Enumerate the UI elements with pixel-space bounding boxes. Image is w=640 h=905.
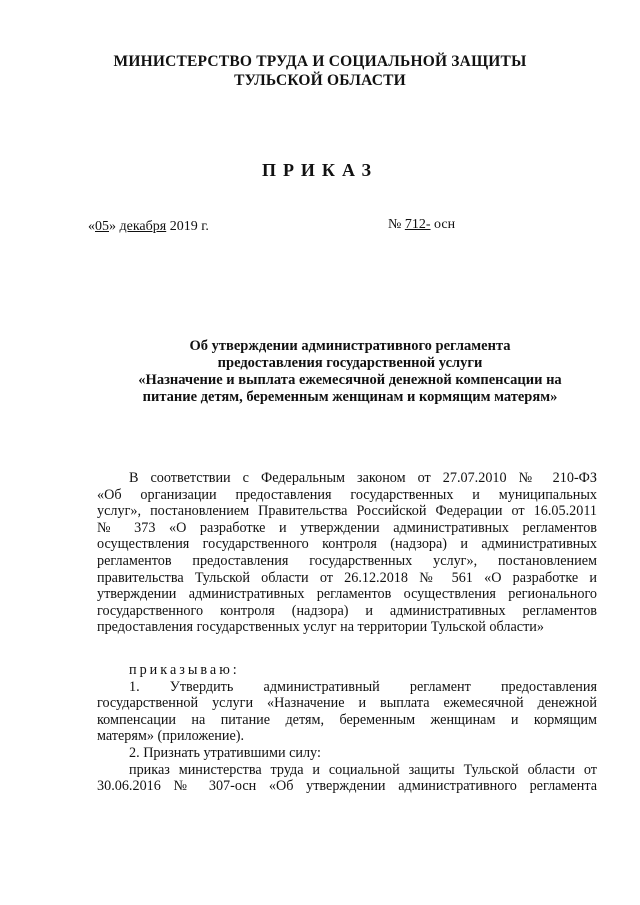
preamble-line: В соответствии с Федеральным законом от 27.07.2010 № 210-ФЗ [129, 470, 597, 486]
title-line: Об утверждении административного регламента [189, 338, 511, 354]
date-close-quote: » [109, 219, 120, 234]
order-title [100, 338, 600, 406]
date-open-quote: « [88, 219, 95, 234]
order-date [88, 219, 209, 235]
preamble [97, 470, 597, 636]
ministry-line-2: ТУЛЬСКОЙ ОБЛАСТИ [234, 72, 406, 89]
item-1-line: 1. Утвердить административный регламент предоставления [129, 678, 597, 695]
preamble-line: государственного контроля (надзора) и административных регламентов [97, 602, 597, 619]
preamble-line: № 373 «О разработке и утверждении административных регламентов [97, 519, 597, 536]
document-type-heading: ПРИКАЗ [261, 160, 379, 180]
item-1-line: компенсации на питание детям, беременным женщинам и кормящим [97, 711, 597, 728]
preamble-line: «Об организации предоставления государственных и муниципальных [97, 486, 597, 503]
date-year: 2019 г. [166, 219, 209, 234]
preamble-line: осуществления государственного контроля (надзора) и административных [97, 536, 597, 553]
title-line: «Назначение и выплата ежемесячной денежной компенсации на [138, 372, 562, 388]
item-2-line: 30.06.2016 № 307-осн «Об утверждении административного регламента [97, 778, 597, 795]
item-1-line: государственной услуги «Назначение и выплата ежемесячной денежной [97, 695, 597, 712]
order-number [388, 217, 455, 233]
preamble-line: услуг», постановлением Правительства Российской Федерации от 16.05.2011 [97, 503, 597, 520]
title-line: предоставления государственной услуги [217, 355, 483, 371]
ministry-header [0, 52, 640, 90]
number-prefix: № [388, 217, 405, 232]
prikazyvayu-label: приказываю: [129, 662, 240, 678]
item-1-line: матерям» (приложение). [97, 728, 245, 745]
date-day: 05 [95, 219, 109, 234]
order-section [97, 662, 597, 795]
ministry-line-1: МИНИСТЕРСТВО ТРУДА И СОЦИАЛЬНОЙ ЗАЩИТЫ [113, 53, 527, 70]
item-2-line: приказ министерства труда и социальной защиты Тульской области от [129, 761, 597, 778]
number-value: 712- [404, 217, 431, 232]
preamble-line: регламентов предоставления государственных услуг», постановлением [97, 552, 597, 569]
preamble-line: правительства Тульской области от 26.12.2018 № 561 «О разработке и [97, 569, 597, 586]
preamble-line: предоставления государственных услуг на территории Тульской области» [97, 619, 544, 636]
preamble-line: утверждении административных регламентов осуществления регионального [97, 586, 597, 603]
date-month: декабря [119, 219, 167, 234]
number-suffix: осн [430, 217, 456, 232]
title-line: питание детям, беременным женщинам и кормящим матерям» [142, 389, 558, 405]
item-2-heading: 2. Признать утратившими силу: [129, 744, 321, 761]
